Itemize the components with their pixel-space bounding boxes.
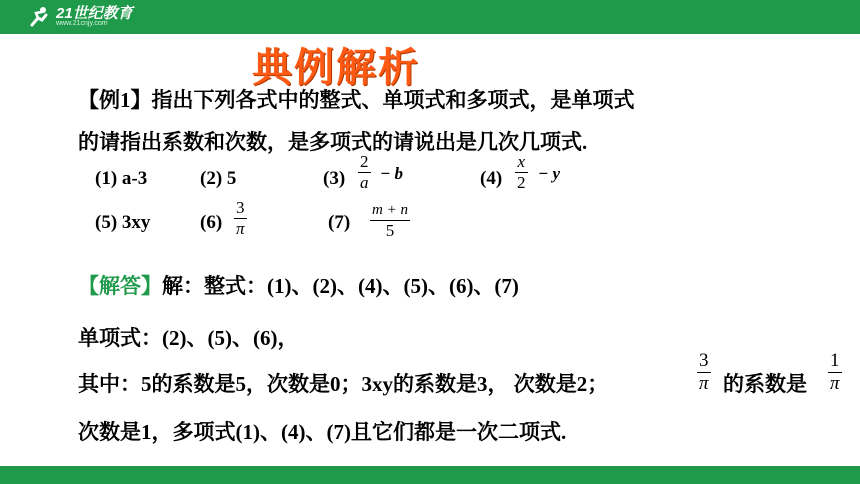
question-line-1: 【例1】指出下列各式中的整式、单项式和多项式，是单项式 [78, 88, 635, 112]
item-6-label: (6) [200, 212, 223, 233]
runner-logo-icon [28, 5, 52, 29]
item-4-tail: − y [538, 164, 561, 183]
item-3-tail: − b [380, 164, 404, 183]
item-6-denominator: π [236, 219, 245, 238]
site-logo [28, 4, 133, 30]
answer-integral-text: 解：整式：(1)、(2)、(4)、(5)、(6)、(7) [162, 274, 519, 298]
answer-tag: 【解答】 [78, 274, 162, 298]
item-4-fraction [515, 152, 528, 193]
top-banner [0, 0, 860, 34]
logo-url: www.21cnjy.com [56, 19, 108, 27]
item-7-numerator: m + n [372, 202, 408, 218]
answer-line-3-tail: 的系数是 [723, 372, 807, 396]
answer-fraction-3-pi [697, 350, 711, 395]
item-7-denominator: 5 [385, 221, 395, 240]
logo-text: 21世纪教育 [56, 4, 133, 22]
slide-title: 典例解析 [252, 45, 420, 91]
answer-line-1 [78, 270, 519, 300]
answer-fraction-1-pi [828, 350, 842, 395]
item-1: (1) a-3 [95, 168, 148, 189]
item-4-denominator: 2 [517, 173, 526, 192]
answer-line-2: 单项式：(2)、(5)、(6)， [78, 326, 299, 350]
answer-frac1-denominator: π [699, 373, 709, 394]
item-4-label: (4) [480, 168, 503, 189]
item-3-numerator: 2 [360, 152, 369, 171]
item-6-fraction [234, 198, 247, 239]
item-6-numerator: 3 [236, 198, 245, 217]
answer-line-4: 次数是1，多项式(1)、(4)、(7)且它们都是一次二项式. [78, 420, 567, 444]
item-3-fraction [358, 152, 371, 193]
answer-frac2-denominator: π [830, 373, 840, 394]
bottom-banner [0, 466, 860, 484]
item-4-numerator: x [517, 152, 526, 171]
answer-line-3: 其中：5的系数是5，次数是0；3xy的系数是3， 次数是2； [78, 372, 609, 396]
item-5: (5) 3xy [95, 212, 151, 233]
item-2: (2) 5 [200, 168, 237, 189]
question-line-2: 的请指出系数和次数，是多项式的请说出是几次几项式. [78, 130, 588, 154]
item-7-fraction [370, 200, 410, 241]
answer-frac2-numerator: 1 [830, 350, 840, 371]
item-7-label: (7) [328, 212, 351, 233]
item-3-label: (3) [323, 168, 346, 189]
item-3-denominator: a [360, 173, 369, 192]
answer-frac1-numerator: 3 [699, 350, 709, 371]
